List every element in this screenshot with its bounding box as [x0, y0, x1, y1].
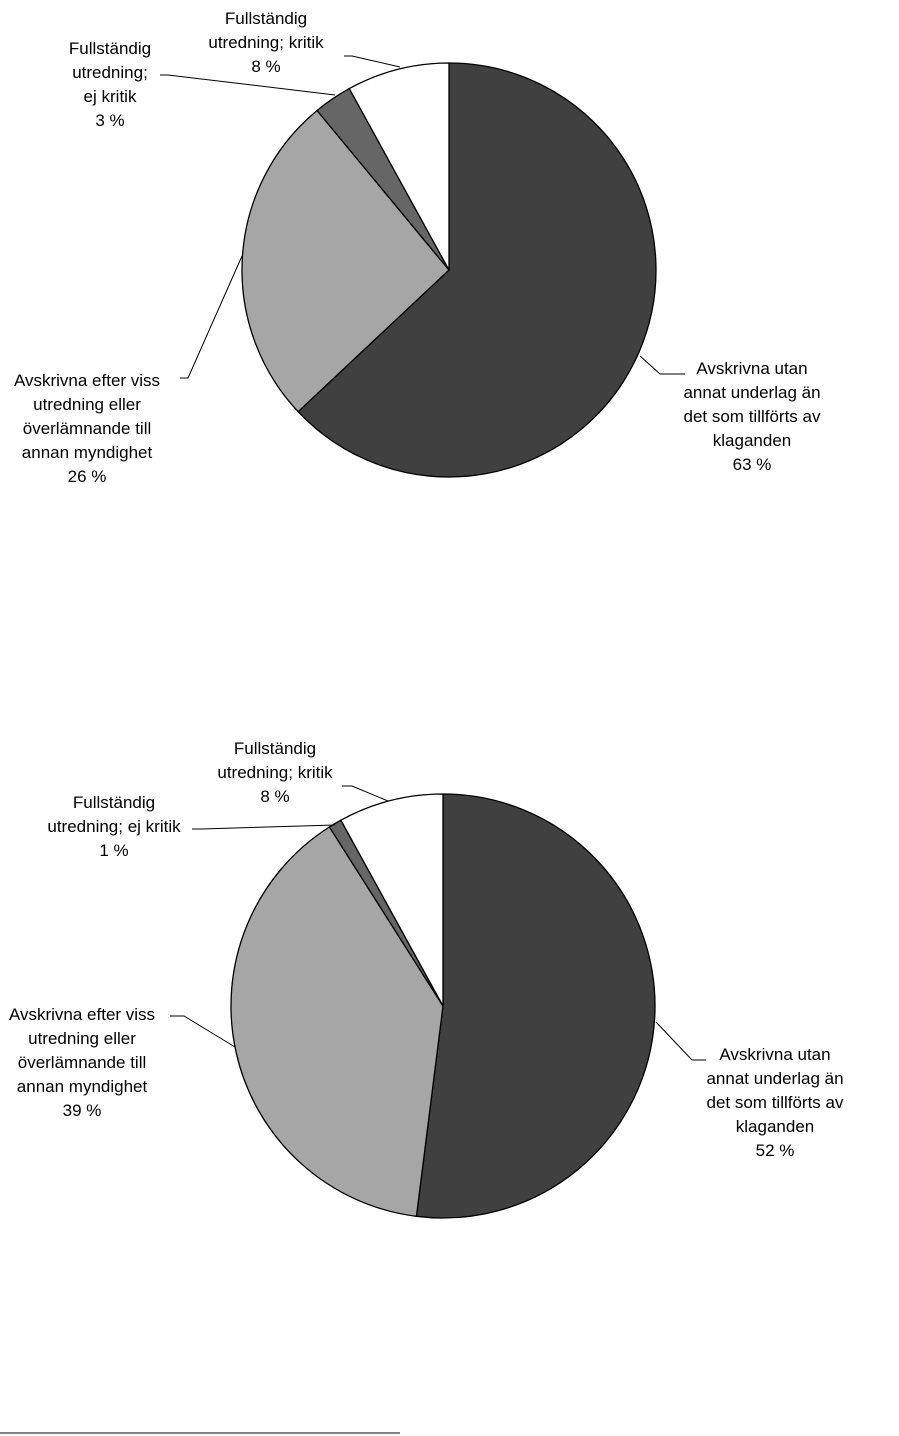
- slice-label-line: Avskrivna efter viss: [8, 1005, 156, 1024]
- slice-label-avskrivna-utan-underlag: [683, 359, 821, 474]
- leader-line: [170, 1016, 235, 1047]
- slice-label-line: utredning;: [72, 63, 148, 82]
- slice-label-line: utredning; ej kritik: [47, 817, 181, 836]
- slice-label-avskrivna-efter-utredning: [14, 371, 160, 486]
- leader-line: [160, 75, 335, 95]
- slice-label-line: klaganden: [712, 431, 792, 450]
- slice-value-label: 52 %: [755, 1141, 795, 1160]
- leader-line: [192, 825, 335, 829]
- slice-label-line: Fullständig: [224, 9, 308, 28]
- slice-label-line: annan myndighet: [16, 1077, 148, 1096]
- slice-label-line: utredning; kritik: [208, 33, 324, 52]
- slice-label-line: Fullständig: [72, 793, 156, 812]
- leader-line: [656, 1022, 706, 1060]
- pie-slice-avskrivna-utan-underlag: [416, 794, 655, 1218]
- slice-label-line: Avskrivna utan: [696, 359, 808, 378]
- leader-line: [180, 256, 242, 378]
- slice-label-line: klaganden: [735, 1117, 815, 1136]
- slice-label-line: Fullständig: [233, 739, 317, 758]
- slice-value-label: 1 %: [99, 841, 129, 860]
- slice-label-line: ej kritik: [83, 87, 137, 106]
- slice-value-label: 3 %: [95, 111, 125, 130]
- slice-label-line: annat underlag än: [706, 1069, 844, 1088]
- slice-value-label: 26 %: [67, 467, 107, 486]
- slice-label-line: överlämnande till: [17, 1053, 147, 1072]
- pie-chart-1: [14, 9, 821, 486]
- slice-label-line: Avskrivna efter viss: [13, 371, 161, 390]
- slice-label-fullstandig-ej-kritik: [47, 793, 181, 860]
- slice-value-label: 63 %: [732, 455, 772, 474]
- slice-label-line: det som tillförts av: [683, 407, 821, 426]
- leader-line: [342, 786, 388, 801]
- slice-label-line: utredning eller: [33, 395, 141, 414]
- slice-label-avskrivna-utan-underlag: [706, 1045, 844, 1160]
- slice-label-line: annan myndighet: [21, 443, 153, 462]
- leader-line: [344, 56, 400, 67]
- slice-label-line: överlämnande till: [22, 419, 152, 438]
- slice-label-fullstandig-ej-kritik: [69, 39, 151, 130]
- slice-label-line: Fullständig: [68, 39, 152, 58]
- slice-label-line: det som tillförts av: [706, 1093, 844, 1112]
- pie-chart-2: [9, 739, 844, 1218]
- slice-value-label: 8 %: [251, 57, 281, 76]
- slice-label-fullstandig-kritik: [208, 9, 324, 76]
- leader-line: [640, 356, 685, 374]
- slice-label-fullstandig-kritik: [217, 739, 333, 806]
- slice-label-line: Avskrivna utan: [719, 1045, 831, 1064]
- slice-label-line: utredning eller: [28, 1029, 136, 1048]
- slice-label-avskrivna-efter-utredning: [9, 1005, 155, 1120]
- slice-value-label: 39 %: [62, 1101, 102, 1120]
- slice-label-line: utredning; kritik: [217, 763, 333, 782]
- slice-label-line: annat underlag än: [683, 383, 821, 402]
- slice-value-label: 8 %: [260, 787, 290, 806]
